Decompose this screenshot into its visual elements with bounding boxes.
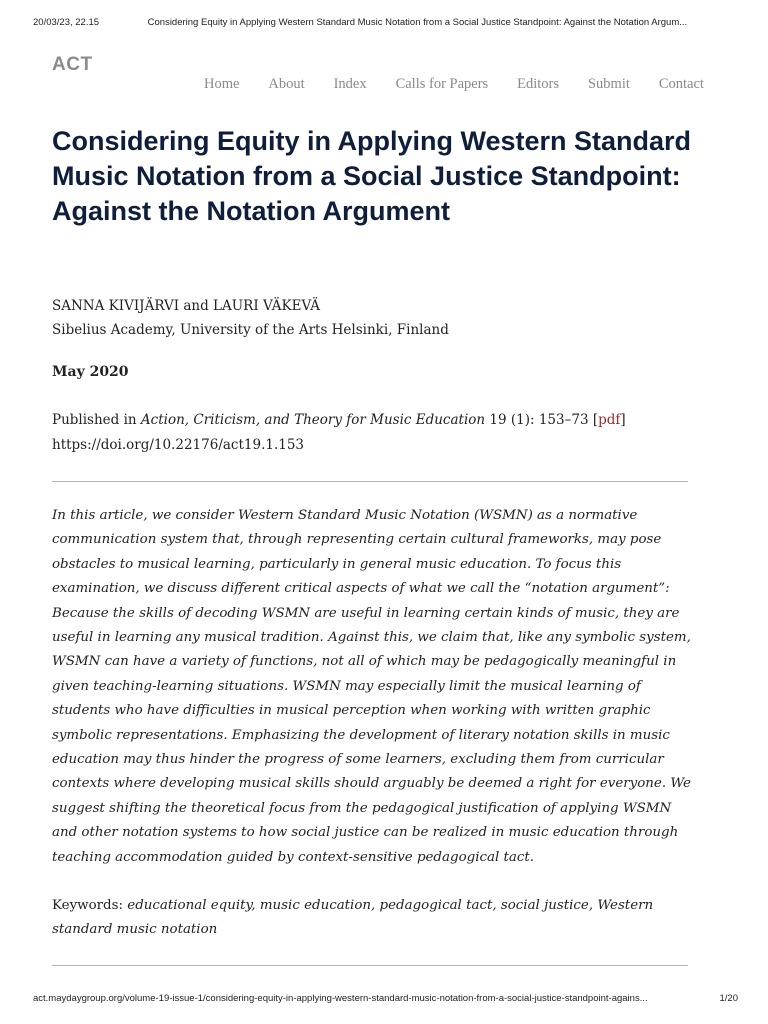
- nav-submit-link[interactable]: Submit: [587, 76, 630, 92]
- nav-editors-link[interactable]: Editors: [517, 76, 560, 92]
- print-page-number: 1/20: [719, 993, 738, 1004]
- keywords-label: Keywords:: [52, 898, 128, 913]
- author-names: SANNA KIVIJÄRVI and LAURI VÄKEVÄ: [52, 298, 321, 314]
- print-timestamp: 20/03/23, 22.15: [33, 17, 100, 28]
- citation-details: 19 (1): 153–73: [485, 412, 593, 428]
- nav-home-link[interactable]: Home: [204, 76, 240, 92]
- nav-calls-for-papers-link[interactable]: Calls for Papers: [395, 76, 489, 92]
- print-document-title: Considering Equity in Applying Western Standard Music Notation from a Social Justice Standpoint: Against the Notation Argum...: [147, 17, 688, 28]
- keywords: [52, 894, 692, 943]
- abstract: In this article, we consider Western Standard Music Notation (WSMN) as a normative communication system that, through representing certain cultural frameworks, may pose obstacles to musical learning, particularly in general music education. To focus this examination, we discuss different critical aspects of what we call the “notation argument”: Because the skills of decoding WSMN are useful in learning certain kinds of music, they are useful in learning any musical tradition. Against this, we claim that, like any symbolic system, WSMN can have a variety of functions, not all of which may be pedagogically meaningful in given teaching-learning situations. WSMN may especially limit the musical learning of students who have difficulties in musical perception when working with written graphic symbolic representations. Emphasizing the development of literary notation skills in music education may thus hinder the progress of some learners, excluding them from curricular contexts where developing musical skills should arguably be deemed a right for everyone. We suggest shifting the theoretical focus from the pedagogical justification of applying WSMN and other notation systems to how social justice can be realized in music education through teaching accommodation guided by context-sensitive pedagogical tact.: [52, 508, 691, 865]
- author-affiliation: Sibelius Academy, University of the Arts Helsinki, Finland: [52, 322, 449, 338]
- nav-contact-link[interactable]: Contact: [658, 76, 704, 92]
- print-footer: [33, 993, 738, 1004]
- citation-line: [52, 408, 692, 433]
- publication-info: [52, 408, 692, 458]
- divider-top: [52, 481, 688, 482]
- pdf-bracket-open: [: [592, 412, 599, 428]
- main-nav: [204, 76, 704, 93]
- site-logo[interactable]: ACT: [52, 54, 93, 75]
- nav-about-link[interactable]: About: [268, 76, 305, 92]
- pdf-bracket-close: ]: [620, 412, 626, 428]
- print-url: act.maydaygroup.org/volume-19-issue-1/considering-equity-in-applying-western-standard-music-notation-from-a-social-justice-standpoint-agains...: [33, 993, 648, 1004]
- article-title: Considering Equity in Applying Western Standard Music Notation from a Social Justice Standpoint: Against the Notation Argument: [52, 126, 692, 226]
- doi-link[interactable]: https://doi.org/10.22176/act19.1.153: [52, 437, 305, 453]
- journal-name: Action, Criticism, and Theory for Music Education: [140, 412, 486, 428]
- keywords-list: educational equity, music education, pedagogical tact, social justice, Western standard music notation: [52, 898, 654, 938]
- published-prefix: Published in: [52, 412, 141, 428]
- pdf-link[interactable]: pdf: [598, 412, 621, 428]
- author-block: [52, 294, 449, 342]
- nav-index-link[interactable]: Index: [333, 76, 367, 92]
- print-header: [33, 17, 738, 28]
- publication-date: May 2020: [52, 364, 129, 380]
- divider-bottom: [52, 965, 688, 966]
